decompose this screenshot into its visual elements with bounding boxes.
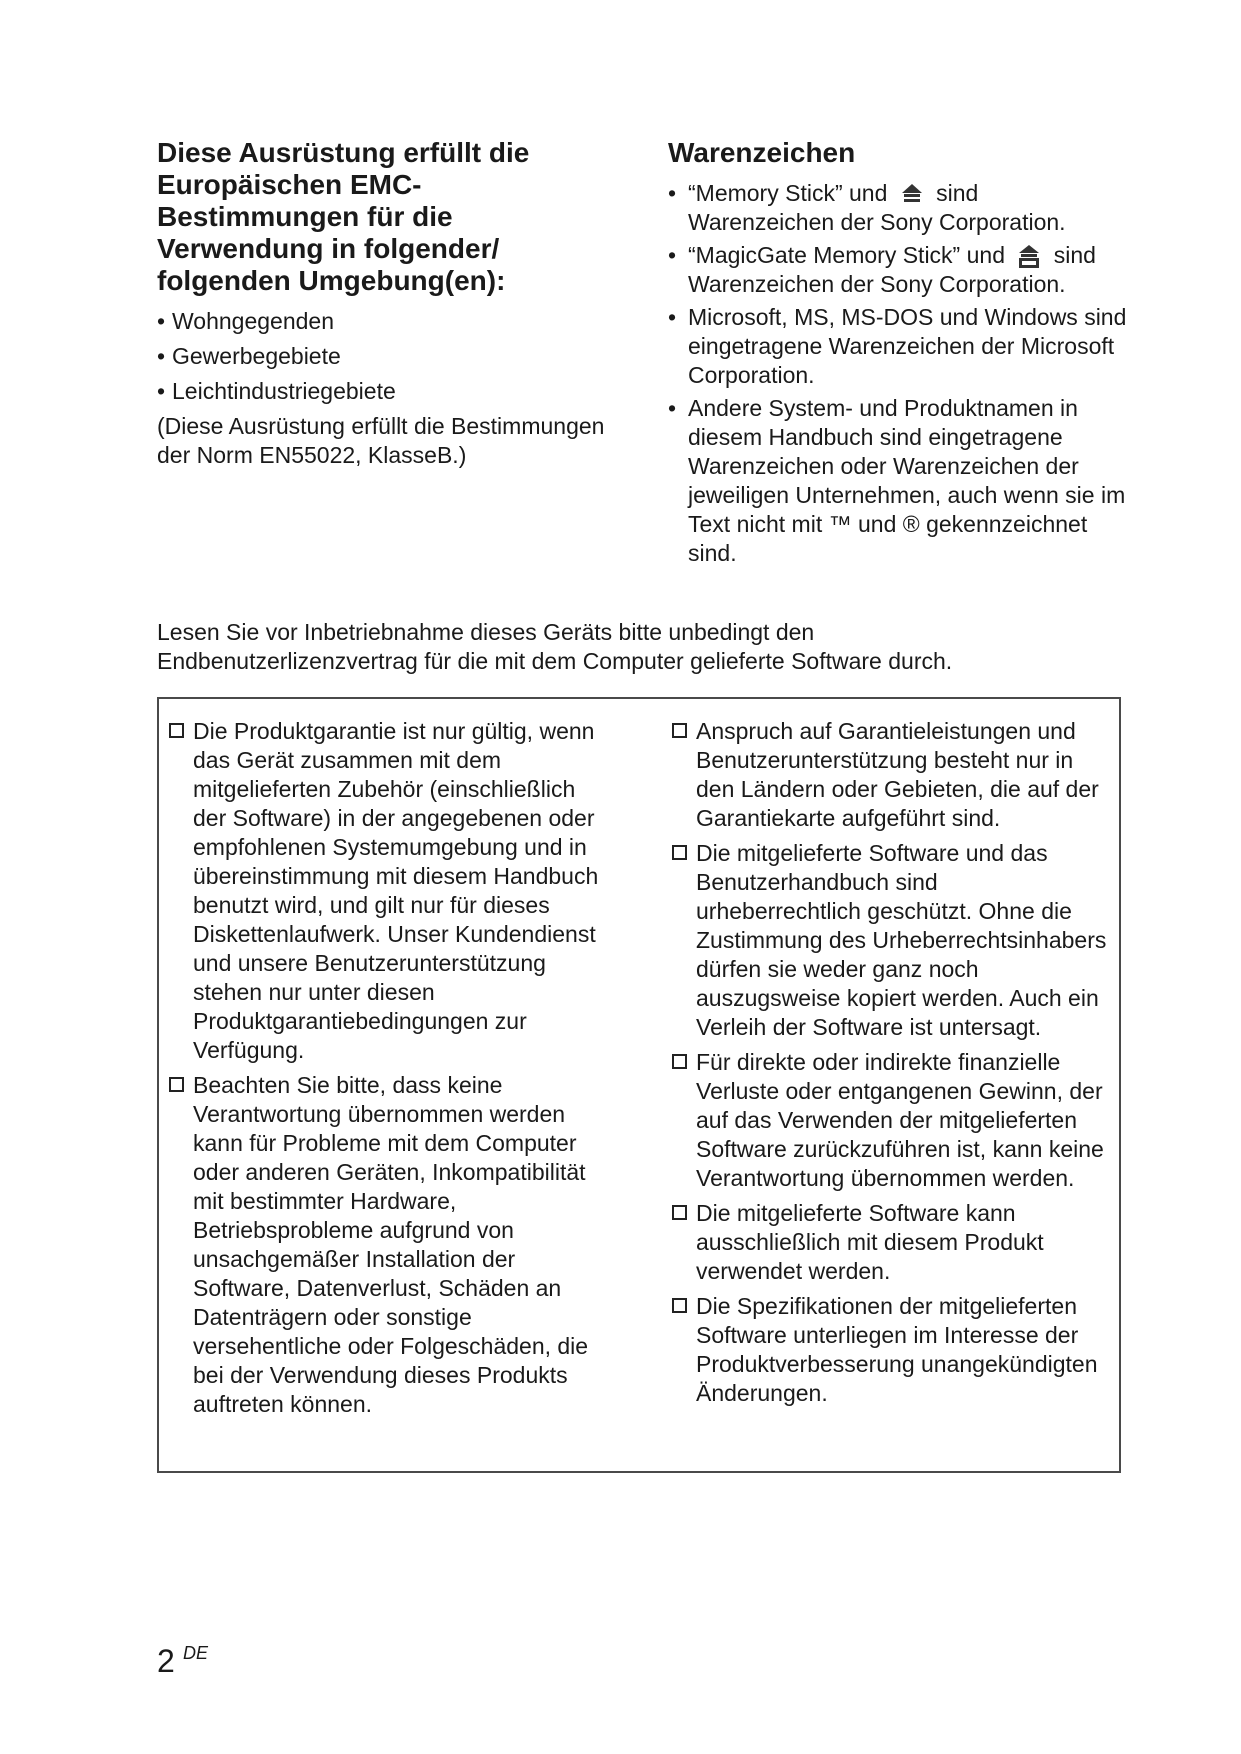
page-number: 2	[157, 1643, 175, 1679]
checkbox-icon	[672, 723, 687, 738]
list-item	[159, 717, 609, 1065]
trademark-text: “MagicGate Memory Stick” und	[688, 242, 1005, 268]
checkbox-icon	[672, 1298, 687, 1313]
emc-section	[157, 137, 617, 470]
warranty-text: Für direkte oder indirekte finanzielle Verluste oder entgangenen Gewinn, der auf das Verwenden der mitgelieferten Software zurückzuführen ist, kann keine Verantwortung übernommen werden.	[696, 1049, 1104, 1191]
magicgate-logo-icon	[1015, 243, 1043, 269]
license-notice: Lesen Sie vor Inbetriebnahme dieses Geräts bitte unbedingt den Endbenutzerlizenzvertrag für die mit dem Computer gelieferte Software durch.	[157, 619, 953, 674]
list-item: • Microsoft, MS, MS-DOS und Windows sind eingetragene Warenzeichen der Microsoft Corporation.	[668, 303, 1128, 390]
trademarks-section	[668, 137, 1128, 572]
warranty-right-list	[662, 717, 1107, 1408]
list-item	[668, 241, 1128, 299]
warranty-box	[157, 697, 1121, 1473]
emc-note: (Diese Ausrüstung erfüllt die Bestimmungen der Norm EN55022, KlasseB.)	[157, 413, 605, 468]
list-item	[662, 839, 1107, 1042]
warranty-left-column	[159, 717, 609, 1425]
trademarks-list	[668, 179, 1128, 568]
warranty-text: Die mitgelieferte Software und das Benutzerhandbuch sind urheberrechtlich geschützt. Ohne die Zustimmung des Urheberrechtsinhabers dürfen sie weder ganz noch auszugsweise kopiert werden. Auch ein Verleih der Software ist untersagt.	[696, 840, 1107, 1040]
checkbox-icon	[672, 1054, 687, 1069]
checkbox-icon	[169, 1077, 184, 1092]
emc-heading: Diese Ausrüstung erfüllt die Europäischen EMC-Bestimmungen für die Verwendung in folgender/ folgenden Umgebung(en):	[157, 137, 530, 296]
page-language: DE	[183, 1643, 209, 1663]
trademarks-heading: Warenzeichen	[668, 137, 856, 168]
list-item: • Wohngegenden	[157, 307, 617, 336]
list-item	[668, 179, 1128, 237]
list-item	[662, 1048, 1107, 1193]
list-item	[662, 1199, 1107, 1286]
warranty-text: Anspruch auf Garantieleistungen und Benutzerunterstützung besteht nur in den Ländern oder Gebieten, die auf der Garantiekarte aufgeführt sind.	[696, 718, 1099, 831]
warranty-text: Die Produktgarantie ist nur gültig, wenn das Gerät zusammen mit dem mitgelieferten Zubehör (einschließlich der Software) in der angegebenen oder empfohlenen Systemumgebung und in übereinstimmung mit diesem Handbuch benutzt wird, und gilt nur für dieses Diskettenlaufwerk. Unser Kundendienst und unsere Benutzerunterstützung stehen nur unter diesen Produktgarantiebedingungen zur Verfügung.	[193, 718, 599, 1063]
list-item	[662, 1292, 1107, 1408]
warranty-left-list	[159, 717, 609, 1419]
warranty-text: Die mitgelieferte Software kann ausschließlich mit diesem Produkt verwendet werden.	[696, 1200, 1044, 1284]
checkbox-icon	[672, 1205, 687, 1220]
list-item	[159, 1071, 609, 1419]
list-item: • Leichtindustriegebiete	[157, 377, 617, 406]
checkbox-icon	[672, 845, 687, 860]
list-item	[662, 717, 1107, 833]
trademark-text: “Memory Stick” und	[688, 180, 888, 206]
warranty-text: Beachten Sie bitte, dass keine Verantwortung übernommen werden kann für Probleme mit dem Computer oder anderen Geräten, Inkompatibilität mit bestimmter Hardware, Betriebsprobleme aufgrund von unsachgemäßer Installation der Software, Datenverlust, Schäden an Datenträgern oder sonstige versehentliche oder Folgeschäden, die bei der Verwendung dieses Produkts auftreten können.	[193, 1072, 589, 1417]
trademark-text: sind Warenzeichen der Sony Corporation.	[688, 242, 1096, 297]
warranty-text: Die Spezifikationen der mitgelieferten Software unterliegen im Interesse der Produktverbesserung unangekündigten Änderungen.	[696, 1293, 1098, 1406]
memory-stick-logo-icon	[898, 181, 926, 207]
trademark-text: sind Warenzeichen der Sony Corporation.	[688, 180, 1066, 235]
warranty-right-column	[662, 717, 1107, 1414]
list-item: • Gewerbegebiete	[157, 342, 617, 371]
environment-list	[157, 307, 617, 406]
list-item: • Andere System- und Produktnamen in diesem Handbuch sind eingetragene Warenzeichen oder Warenzeichen der jeweiligen Unternehmen, auch wenn sie im Text nicht mit ™ und ® gekennzeichnet sind.	[668, 394, 1128, 568]
checkbox-icon	[169, 723, 184, 738]
